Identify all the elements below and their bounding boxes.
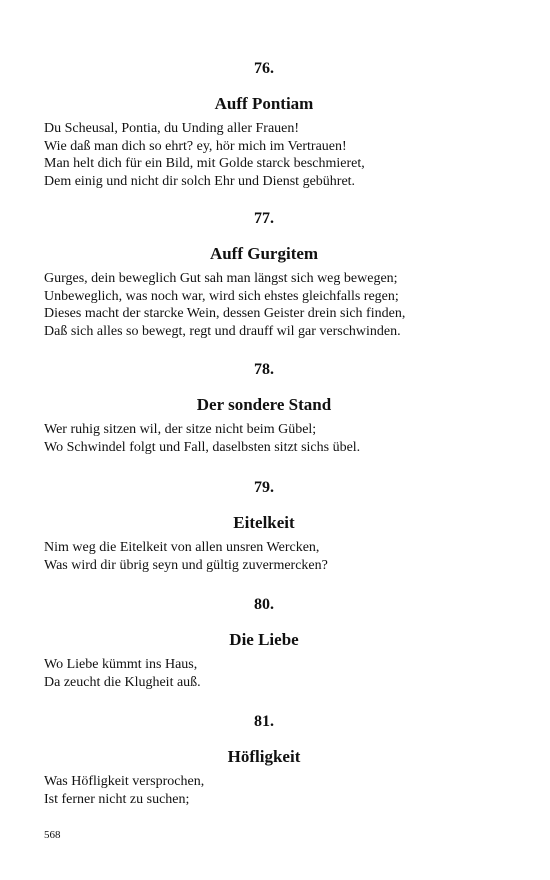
verse-line: Was wird dir übrig seyn und gültig zuvermercken? <box>44 557 328 573</box>
verse-line: Daß sich alles so bewegt, regt und drauff wil gar verschwinden. <box>44 323 401 339</box>
poem-number: 78. <box>254 361 274 378</box>
poem-title: Der sondere Stand <box>196 395 332 414</box>
poem-78 <box>44 360 484 456</box>
poem-80 <box>44 595 484 691</box>
verse-line: Wo Schwindel folgt und Fall, daselbsten sitzt sichs übel. <box>44 439 361 455</box>
verse-line: Da zeucht die Klugheit auß. <box>44 674 201 690</box>
poem-number: 77. <box>254 210 274 227</box>
poem-77 <box>44 209 484 340</box>
poem-number: 80. <box>254 596 274 613</box>
poem-81 <box>44 712 484 808</box>
verse-line: Nim weg die Eitelkeit von allen unsren Wercken, <box>44 540 320 555</box>
poem-79 <box>44 478 484 574</box>
poem-title: Die Liebe <box>229 630 299 649</box>
poem-title: Eitelkeit <box>233 513 295 532</box>
poem-number: 81. <box>254 713 274 730</box>
verse-line: Wo Liebe kümmt ins Haus, <box>44 657 198 672</box>
poem-number: 76. <box>254 60 274 77</box>
poem-number: 79. <box>254 479 274 496</box>
poem-text <box>44 656 484 691</box>
poem-text <box>44 120 484 190</box>
poem-text <box>44 773 484 808</box>
verse-line: Wie daß man dich so ehrt? ey, hör mich im Vertrauen! <box>44 138 347 154</box>
poem-title: Auff Pontiam <box>214 94 314 113</box>
poem-title: Höfligkeit <box>227 747 301 766</box>
page-number: 568 <box>44 829 61 841</box>
verse-line: Was Höfligkeit versprochen, <box>44 774 205 789</box>
verse-line: Wer ruhig sitzen wil, der sitze nicht beim Gübel; <box>44 422 317 437</box>
verse-line: Unbeweglich, was noch war, wird sich ehstes gleichfalls regen; <box>44 288 399 304</box>
verse-line: Gurges, dein beweglich Gut sah man längst sich weg bewegen; <box>44 271 398 286</box>
verse-line: Ist ferner nicht zu suchen; <box>44 791 190 807</box>
verse-line: Du Scheusal, Pontia, du Unding aller Frauen! <box>44 121 300 136</box>
verse-line: Dieses macht der starcke Wein, dessen Geister drein sich finden, <box>44 306 406 321</box>
verse-line: Dem einig und nicht dir solch Ehr und Dienst gebühret. <box>44 173 356 189</box>
verse-line: Man helt dich für ein Bild, mit Golde starck beschmieret, <box>44 156 365 171</box>
poem-text <box>44 421 484 456</box>
poem-title: Auff Gurgitem <box>209 244 319 263</box>
poem-text <box>44 270 484 340</box>
poem-text <box>44 539 484 574</box>
poem-76 <box>44 59 484 190</box>
